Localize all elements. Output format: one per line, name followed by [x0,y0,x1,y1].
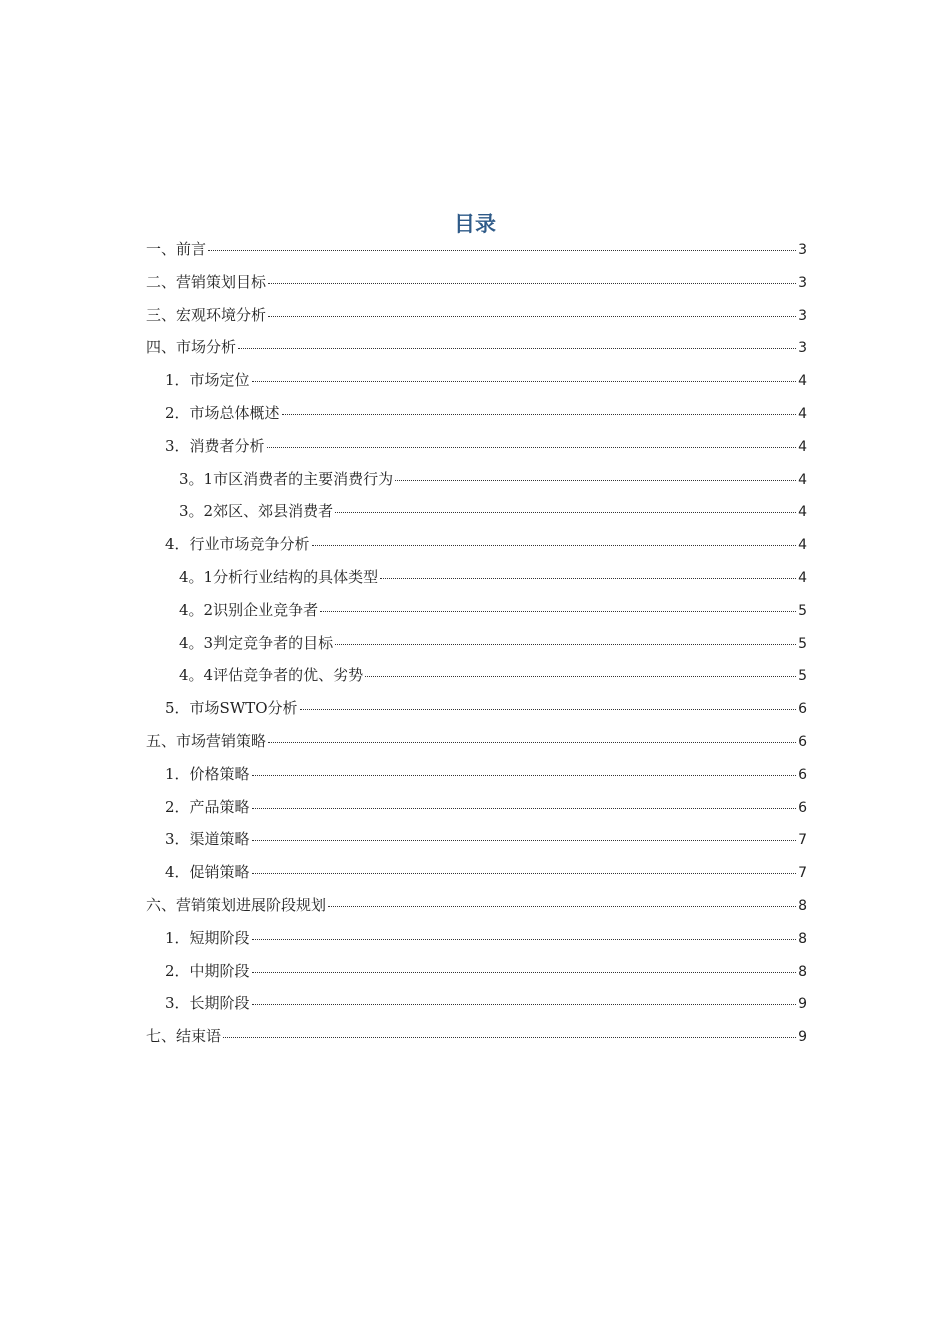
toc-entry-page-number: 6 [798,733,807,750]
toc-dot-leader [335,644,796,645]
toc-entry[interactable] [146,498,807,531]
toc-dot-leader [252,873,797,874]
toc-entry-page-number: 4 [798,438,807,455]
toc-dot-leader [380,578,796,579]
toc-dot-leader [223,1037,796,1038]
toc-entry-label: 二、营销策划目标 [146,272,267,291]
toc-entry-page-number: 9 [798,996,807,1013]
toc-entry-label: 3。2郊区、郊县消费者 [179,502,334,521]
toc-entry-page-number: 4 [798,471,807,488]
toc-entry-page-number: 8 [798,930,807,947]
toc-entry[interactable] [146,925,807,958]
toc-dot-leader [300,709,797,710]
toc-entry-label: 4。4评估竞争者的优、劣势 [179,666,364,685]
toc-entry[interactable] [146,695,807,728]
toc-entry-page-number: 6 [798,799,807,816]
toc-dot-leader [282,414,797,415]
toc-dot-leader [252,939,797,940]
toc-dot-leader [238,348,796,349]
toc-entry[interactable] [146,367,807,400]
toc-entry-page-number: 7 [798,832,807,849]
toc-dot-leader [268,316,796,317]
toc-entry-label: 七、结束语 [146,1027,222,1046]
toc-entry[interactable] [146,859,807,892]
toc-entry[interactable] [146,531,807,564]
toc-entry[interactable] [146,728,807,761]
toc-entry-label: 1．短期阶段 [165,928,250,947]
toc-dot-leader [252,972,797,973]
toc-dot-leader [252,808,797,809]
toc-entry-page-number: 8 [798,897,807,914]
toc-dot-leader [320,611,796,612]
toc-entry-page-number: 3 [798,340,807,357]
toc-entry-page-number: 5 [798,635,807,652]
toc-dot-leader [312,545,797,546]
toc-entry-label: 3。1市区消费者的主要消费行为 [179,469,394,488]
toc-entry-page-number: 5 [798,602,807,619]
toc-entry-label: 4。3判定竞争者的目标 [179,633,334,652]
toc-entry[interactable] [146,761,807,794]
toc-entry[interactable] [146,302,807,335]
toc-entry-page-number: 3 [798,274,807,291]
toc-entry[interactable] [146,597,807,630]
toc-entry[interactable] [146,466,807,499]
toc-entry-page-number: 5 [798,668,807,685]
toc-entry[interactable] [146,433,807,466]
toc-entry-page-number: 4 [798,405,807,422]
toc-entry[interactable] [146,826,807,859]
toc-dot-leader [328,906,796,907]
toc-entry-label: 4．促销策略 [165,863,250,882]
toc-entry[interactable] [146,892,807,925]
toc-dot-leader [268,742,796,743]
toc-entry-label: 六、营销策划进展阶段规划 [146,895,327,914]
toc-entry[interactable] [146,958,807,991]
toc-entry[interactable] [146,564,807,597]
toc-entry-label: 1．价格策略 [165,764,250,783]
toc-entry-page-number: 4 [798,569,807,586]
toc-entry-label: 3．渠道策略 [165,830,250,849]
toc-entry[interactable] [146,236,807,269]
toc-entry-label: 三、宏观环境分析 [146,305,267,324]
toc-dot-leader [395,480,796,481]
toc-entry[interactable] [146,794,807,827]
toc-entry[interactable] [146,334,807,367]
toc-entry-page-number: 4 [798,537,807,554]
toc-entry[interactable] [146,662,807,695]
toc-entry-label: 3．消费者分析 [165,436,265,455]
toc-dot-leader [208,250,796,251]
toc-entry-label: 四、市场分析 [146,338,237,357]
toc-entry-page-number: 6 [798,766,807,783]
toc-entry-page-number: 3 [798,242,807,258]
toc-entry[interactable] [146,990,807,1023]
toc-dot-leader [252,775,797,776]
toc-entry-page-number: 8 [798,963,807,980]
toc-entry-label: 5．市场SWTO分析 [165,699,298,718]
toc-title: 目录 [454,212,496,236]
toc-entry-label: 一、前言 [146,240,207,258]
toc-entry-label: 2．产品策略 [165,797,250,816]
toc-entry-page-number: 9 [798,1029,807,1046]
toc-dot-leader [268,283,796,284]
toc-entry[interactable] [146,400,807,433]
toc-entry-label: 2．市场总体概述 [165,403,280,422]
toc-dot-leader [365,676,796,677]
toc-dot-leader [252,381,797,382]
toc-dot-leader [252,840,797,841]
toc-entry-label: 五、市场营销策略 [146,731,267,750]
toc-dot-leader [267,447,797,448]
toc-entry-label: 3．长期阶段 [165,994,250,1013]
toc-entry-page-number: 6 [798,701,807,718]
table-of-contents [146,236,807,1056]
toc-entry-label: 4。2识别企业竞争者 [179,600,319,619]
toc-entry[interactable] [146,1023,807,1056]
toc-entry-label: 2．中期阶段 [165,961,250,980]
toc-entry-page-number: 4 [798,373,807,390]
toc-entry-label: 4。1分析行业结构的具体类型 [179,567,379,586]
toc-entry[interactable] [146,630,807,663]
toc-entry[interactable] [146,269,807,302]
toc-entry-page-number: 4 [798,504,807,521]
toc-entry-page-number: 3 [798,307,807,324]
toc-dot-leader [252,1004,797,1005]
toc-dot-leader [335,512,796,513]
toc-entry-label: 4．行业市场竞争分析 [165,535,310,554]
toc-entry-page-number: 7 [798,865,807,882]
toc-entry-label: 1．市场定位 [165,371,250,390]
